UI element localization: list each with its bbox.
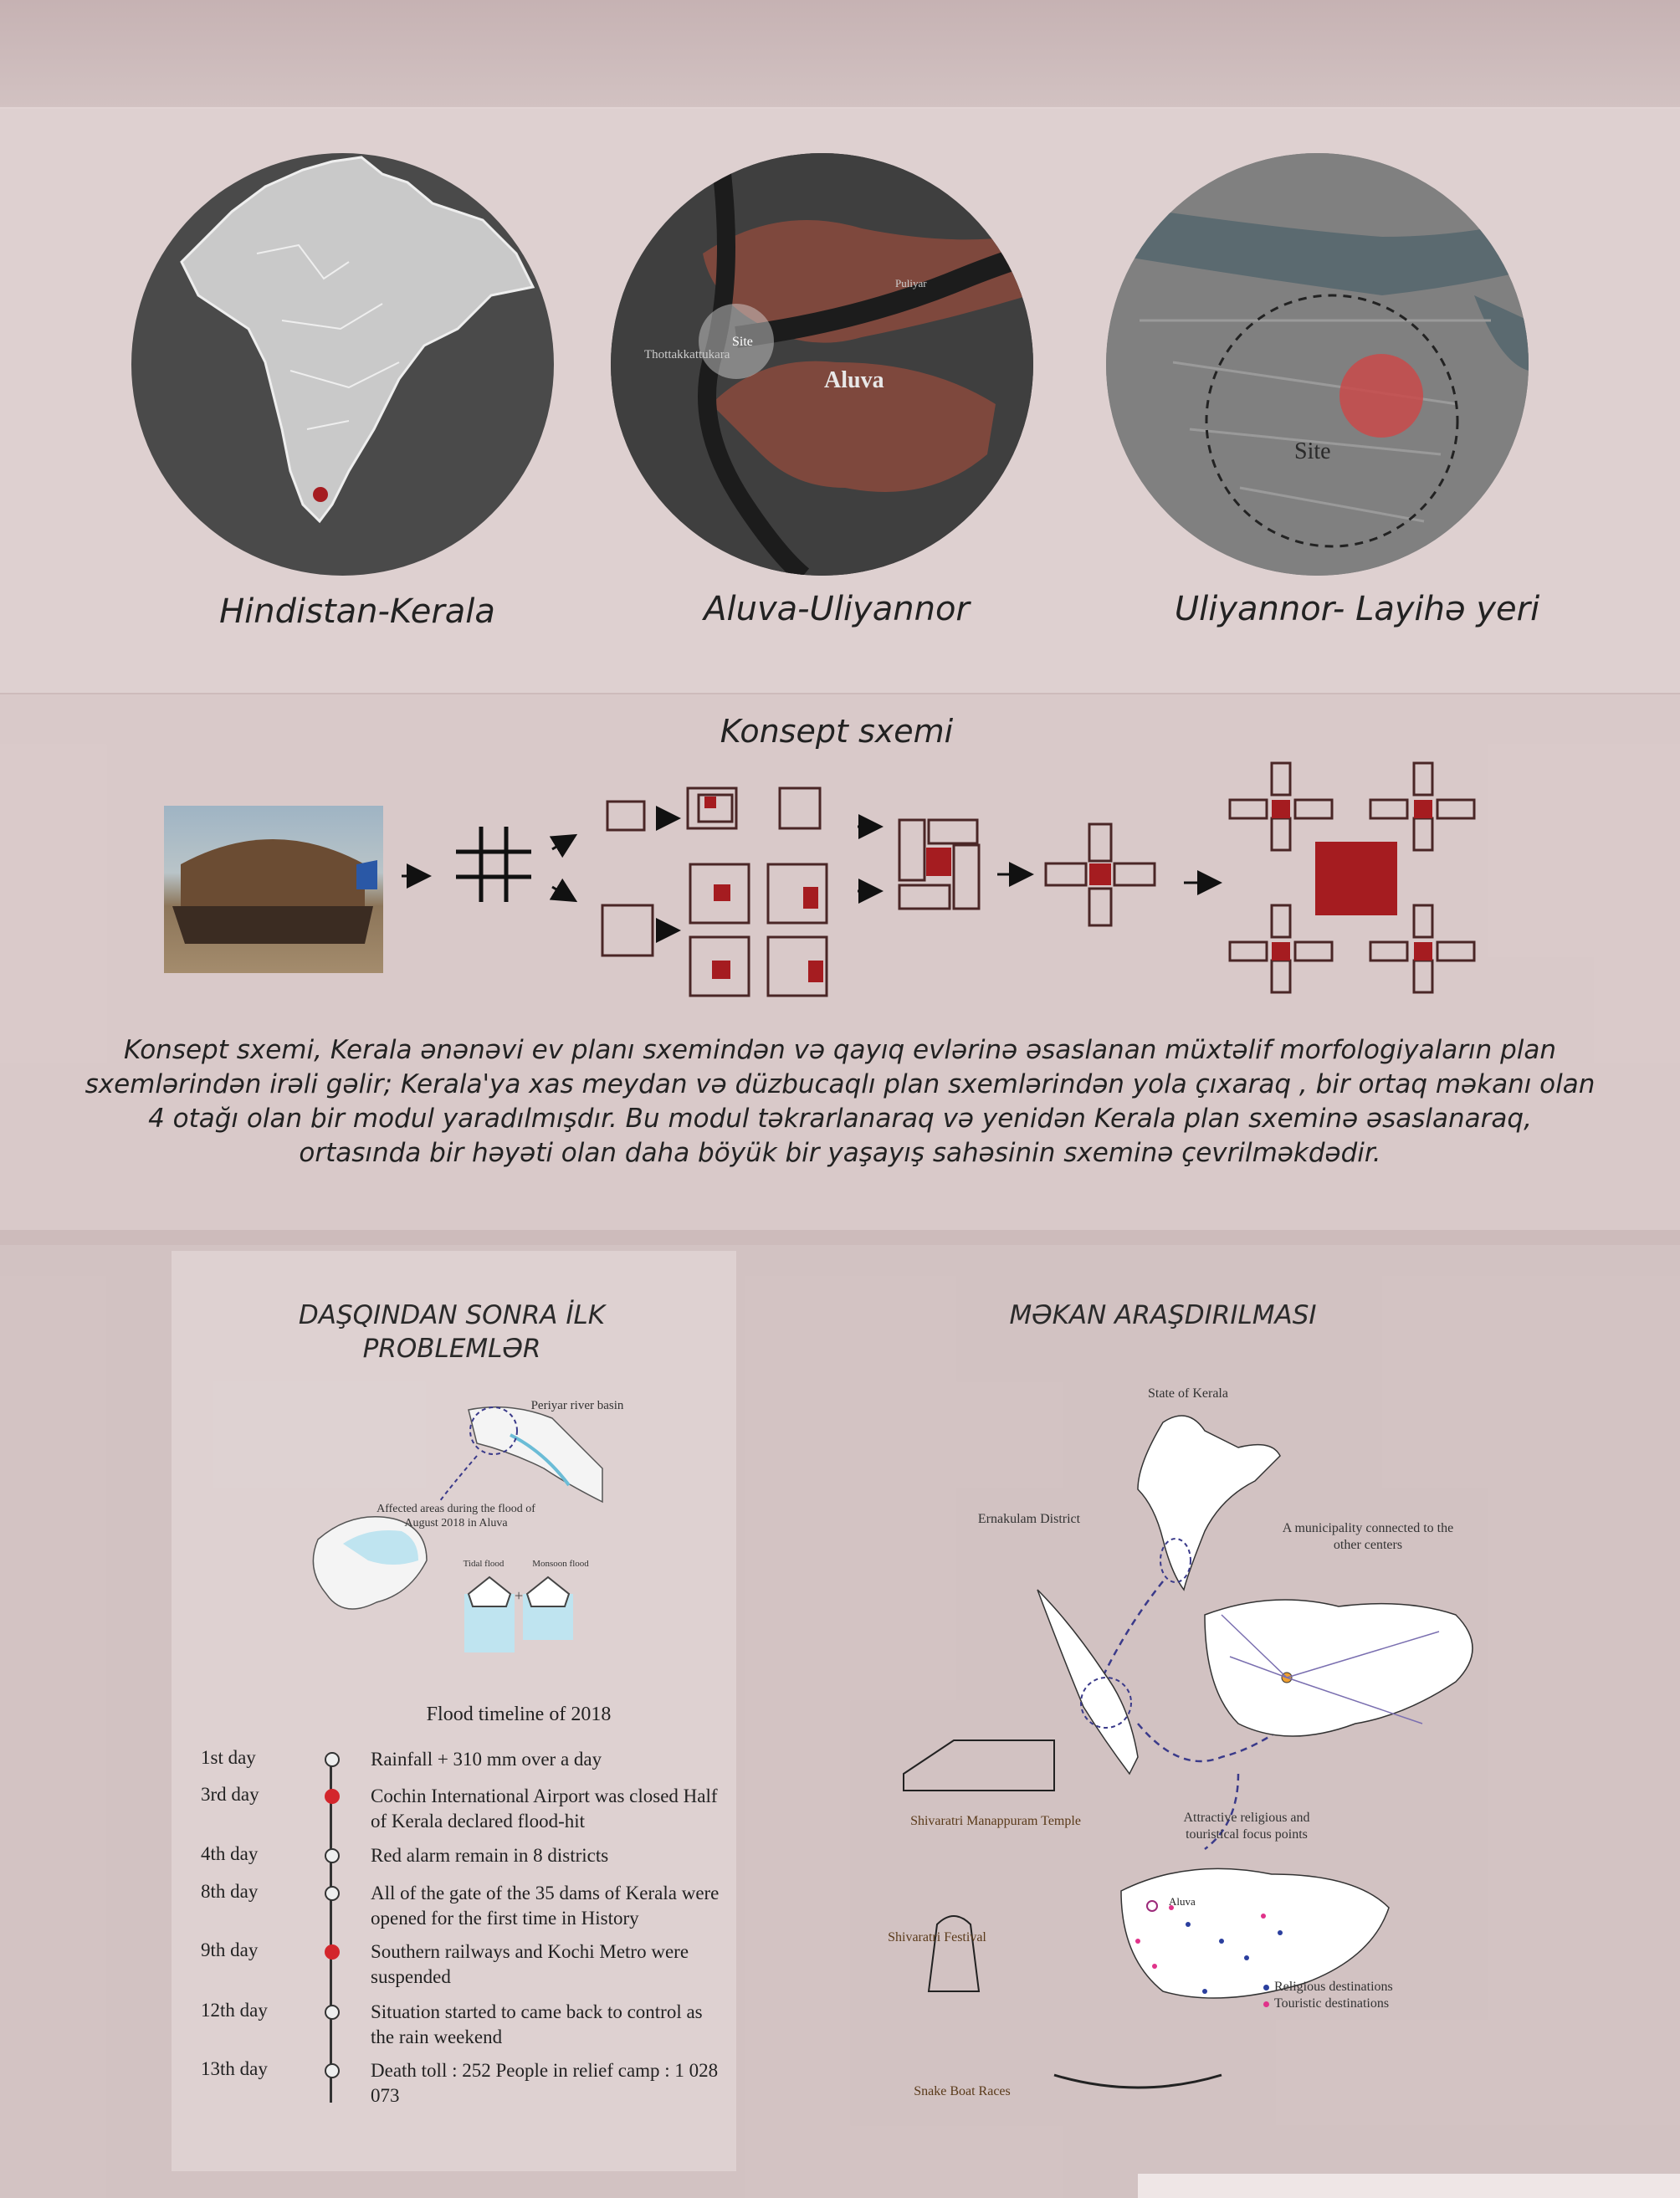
location-caption-2: Aluva-Uliyannor [704,590,970,628]
timeline-title: Flood timeline of 2018 [426,1704,612,1725]
location-caption-3: Uliyannor- Layihə yeri [1174,590,1540,628]
timeline-text-3: Red alarm remain in 8 districts [371,1845,609,1866]
thottakkattukara-label: Thottakkattukara [644,348,730,361]
research-title: MƏKAN ARAŞDIRILMASI [1009,1300,1317,1330]
legend-religious-label: Religious destinations [1274,1980,1393,1994]
india-map-circle [131,153,554,576]
aluva-city-label: Aluva [824,367,884,393]
houseboat-photo [164,806,383,973]
timeline-day-4: 8th day [201,1881,259,1902]
kerala-marker [313,487,328,502]
timeline-dot-2 [325,1789,340,1804]
site-label: Site [1294,438,1331,464]
basin-label: Periyar river basin [530,1399,624,1412]
legend-religious [1263,1980,1393,1995]
timeline-day-2: 3rd day [201,1784,259,1805]
legend-religious-dot [1263,1985,1269,1990]
puliyar-label: Puliyar [895,277,927,289]
legend-touristic-dot [1263,2001,1269,2007]
timeline-dot-3 [325,1848,340,1863]
races-label: Snake Boat Races [914,2084,1011,2098]
timeline-dot-7 [325,2063,340,2078]
timeline-day-6: 12th day [201,2000,268,2021]
timeline-text-1: Rainfall + 310 mm over a day [371,1749,602,1770]
flood-map [301,1393,653,1669]
location-caption-1: Hindistan-Kerala [219,592,495,631]
site-map-circle [1106,153,1529,576]
map-legend [1263,1980,1393,2011]
district-label: Ernakulam District [977,1512,1081,1526]
timeline-day-3: 4th day [201,1843,259,1864]
legend-touristic-label: Touristic destinations [1274,1996,1390,2011]
concept-title: Konsept sxemi [720,713,954,750]
timeline-text-4: All of the gate of the 35 dams of Kerala were opened for the first time in History [371,1883,720,1929]
legend-touristic [1263,1996,1393,2011]
affected-label: Affected areas during the flood of August 2018 in Aluva [376,1503,535,1529]
svg-text:+: + [515,1587,524,1604]
timeline-day-7: 13th day [201,2058,268,2079]
aluva-map-circle [611,153,1033,576]
timeline-text-5: Southern railways and Kochi Metro were suspended [371,1941,689,1987]
timeline-dot-4 [325,1886,340,1901]
temple-label: Shivaratri Manappuram Temple [910,1814,1081,1828]
attractive-label: Attractive religious and touristical focus points [1183,1811,1310,1842]
top-background [0,0,1680,109]
tidal-label: Tidal flood [463,1559,505,1569]
timeline-dot-5 [325,1944,340,1960]
festival-label: Shivaratri Festival [888,1930,986,1944]
state-label: State of Kerala [1148,1386,1228,1401]
timeline-line [330,1760,332,2103]
timeline-day-1: 1st day [201,1747,256,1768]
monsoon-label: Monsoon flood [532,1559,589,1569]
timeline-text-7: Death toll : 252 People in relief camp : 1 028 073 [371,2060,719,2106]
aluva-map-label: Aluva [1169,1895,1196,1908]
timeline-dot-1 [325,1752,340,1767]
timeline-text-2: Cochin International Airport was closed Half of Kerala declared flood-hit [371,1786,718,1832]
timeline-text-6: Situation started to came back to control as the rain weekend [371,2001,703,2047]
problems-title: DAŞQINDAN SONRA İLK PROBLEMLƏR [298,1300,606,1364]
municipality-label: A municipality connected to the other centers [1282,1521,1454,1552]
timeline-dot-6 [325,2005,340,2020]
concept-description: Konsept sxemi, Kerala ənənəvi ev planı sxemindən və qayıq evlərinə əsaslanan müxtəlif morfologiyaların plan sxemlərindən irəli gəlir; Kerala'ya xas meydan və düzbucaqlı plan sxemlərindən yola çıxaraq , bir ortaq məkanı olan 4 otağı olan bir modul yaradılmışdır. Bu modul təkrarlanaraq və yenidən Kerala plan sxeminə əsaslanaraq, ortasında bir həyəti olan daha böyük bir yaşayış sahəsinin sxeminə çevrilməkdədir. [85,1035,1595,1168]
aluva-site-label: Site [732,335,753,349]
timeline-day-5: 9th day [201,1939,259,1960]
bottom-strip [1138,2174,1680,2198]
concept-diagram [393,745,1498,1021]
